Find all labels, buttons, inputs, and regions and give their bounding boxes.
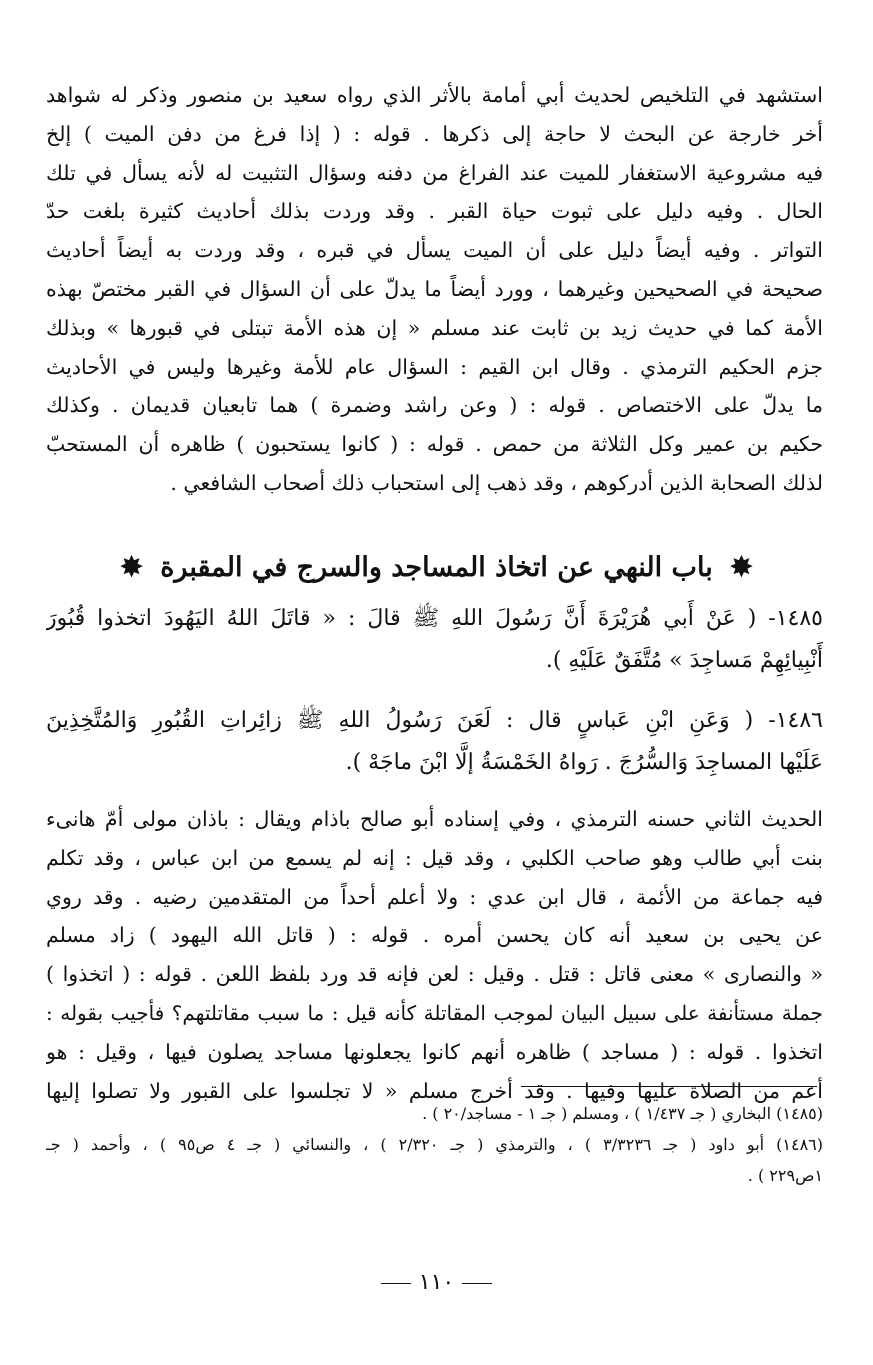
text-line: صحيحة في الصحيحين وغيرهما ، وورد أيضاً ما يدلّ على أن السؤال في القبر مختصّ بهذه bbox=[46, 276, 823, 301]
commentary-paragraph-top bbox=[46, 76, 823, 503]
commentary-paragraph-bottom bbox=[46, 800, 823, 1110]
footnote-line: ١ص٢٢٩ ) . bbox=[747, 1166, 823, 1185]
text-line: حكيم بن عمير وكل الثلاثة من حمص . قوله : ( كانوا يستحبون ) ظاهره أن المستحبّ bbox=[46, 432, 823, 457]
text-line: اتخذوا . قوله : ( مساجد ) ظاهره أنهم كانوا يجعلونها مساجد يصلون فيها ، وقيل : هو bbox=[46, 1039, 823, 1064]
page-number bbox=[0, 1270, 873, 1295]
text-line: عن يحيى بن سعيد أنه كان يحسن أمره . قوله : ( قاتل الله اليهود ) زاد مسلم bbox=[46, 923, 823, 948]
chapter-title-text: باب النهي عن اتخاذ المساجد والسرج في المقبرة bbox=[160, 552, 713, 583]
footnotes bbox=[46, 1098, 823, 1191]
ornament-star-icon: ✸ bbox=[120, 552, 143, 583]
footnote-divider bbox=[521, 1086, 817, 1087]
chapter-title bbox=[0, 548, 873, 588]
hadith-line: ١٤٨٥- ( عَنْ أَبي هُرَيْرَةَ أَنَّ رَسُولَ اللهِ ﷺ قالَ : « قاتَلَ اللهُ اليَهُودَ اتخذوا قُبُورَ bbox=[46, 606, 823, 631]
page-number-dash bbox=[381, 1283, 411, 1284]
hadith-1485 bbox=[46, 598, 823, 682]
text-line: التواتر . وفيه أيضاً دليل على أن الميت يسأل في قبره ، وقد وردت به أيضاً أحاديث bbox=[46, 238, 823, 263]
text-line: فيه جماعة من الأئمة ، قال ابن عدي : ولا أعلم أحداً من المتقدمين رضيه . وقد روي bbox=[46, 884, 823, 909]
footnote-line: (١٤٨٥) البخاري ( جـ ١/٤٣٧ ) ، ومسلم ( جـ ١ - مساجد/٢٠ ) . bbox=[422, 1104, 823, 1123]
ornament-star-icon: ✸ bbox=[730, 552, 753, 583]
text-line: أعم من الصلاة عليها وفيها . وقد أخرج مسلم « لا تجلسوا على القبور ولا تصلوا إليها bbox=[46, 1078, 823, 1103]
text-line: أخر خارجة عن البحث لا حاجة إلى ذكرها . قوله : ( إذا فرغ من دفن الميت ) إلخ bbox=[46, 121, 823, 146]
page-number-dash bbox=[462, 1283, 492, 1284]
text-line: الحديث الثاني حسنه الترمذي ، وفي إسناده أبو صالح باذام ويقال : باذان مولى أمّ هانىء bbox=[46, 807, 823, 831]
text-line: جملة مستأنفة على سبيل البيان لموجب المقاتلة كأنه قيل : ما سبب مقاتلتهم؟ فأجيب بقوله : bbox=[46, 1000, 823, 1025]
text-line: لذلك الصحابة الذين أدركوهم ، وقد ذهب إلى استحباب ذلك أصحاب الشافعي . bbox=[170, 470, 823, 495]
hadith-1486 bbox=[46, 700, 823, 784]
hadith-line: ١٤٨٦- ( وَعَنِ ابْنِ عَباسٍ قال : لَعَنَ رَسُولُ اللهِ ﷺ زائِراتِ القُبُورِ وَالمُتَّخِذِينَ bbox=[46, 708, 823, 733]
text-line: استشهد في التلخيص لحديث أبي أمامة بالأثر الذي رواه سعيد بن منصور وذكر له شواهد bbox=[46, 83, 823, 107]
text-line: الحال . وفيه دليل على ثبوت حياة القبر . وقد وردت بذلك أحاديث كثيرة بلغت حدّ bbox=[46, 199, 823, 224]
text-line: ما يدلّ على الاختصاص . قوله : ( وعن راشد وضمرة ) هما تابعيان قديمان . وكذلك bbox=[46, 393, 823, 418]
page-number-text: ١١٠ bbox=[418, 1270, 455, 1295]
hadith-line: أَنْبِيائِهِمْ مَساجِدَ » مُتَّفَقٌ عَلَيْهِ ). bbox=[545, 648, 823, 673]
text-line: فيه مشروعية الاستغفار للميت عند الفراغ من دفنه وسؤال التثبيت له لأنه يسأل في تلك bbox=[46, 160, 823, 185]
text-line: « والنصارى » معنى قاتل : قتل . وقيل : لعن فإنه قد ورد بلفظ اللعن . قوله : ( اتخذوا ) bbox=[46, 962, 823, 987]
text-line: الأمة كما في حديث زيد بن ثابت عند مسلم « إن هذه الأمة تبتلى في قبورها » وبذلك bbox=[46, 315, 823, 340]
text-line: بنت أبي طالب وهو صاحب الكلبي ، وقد قيل : إنه لم يسمع من ابن عباس ، وقد تكلم bbox=[46, 845, 823, 870]
text-line: جزم الحكيم الترمذي . وقال ابن القيم : السؤال عام للأمة وغيرها وليس في الأحاديث bbox=[46, 354, 823, 379]
footnote-line: (١٤٨٦) أبو داود ( جـ ٣/٣٢٣٦ ) ، والترمذي ( جـ ٢/٣٢٠ ) ، والنسائي ( جـ ٤ ص٩٥ ) ، وأحمد ( جـ bbox=[46, 1135, 823, 1154]
hadith-line: عَلَيْها المساجِدَ وَالسُّرُجَ . رَواهُ الخَمْسَةُ إلَّا ابْنَ ماجَهْ ). bbox=[345, 750, 823, 775]
